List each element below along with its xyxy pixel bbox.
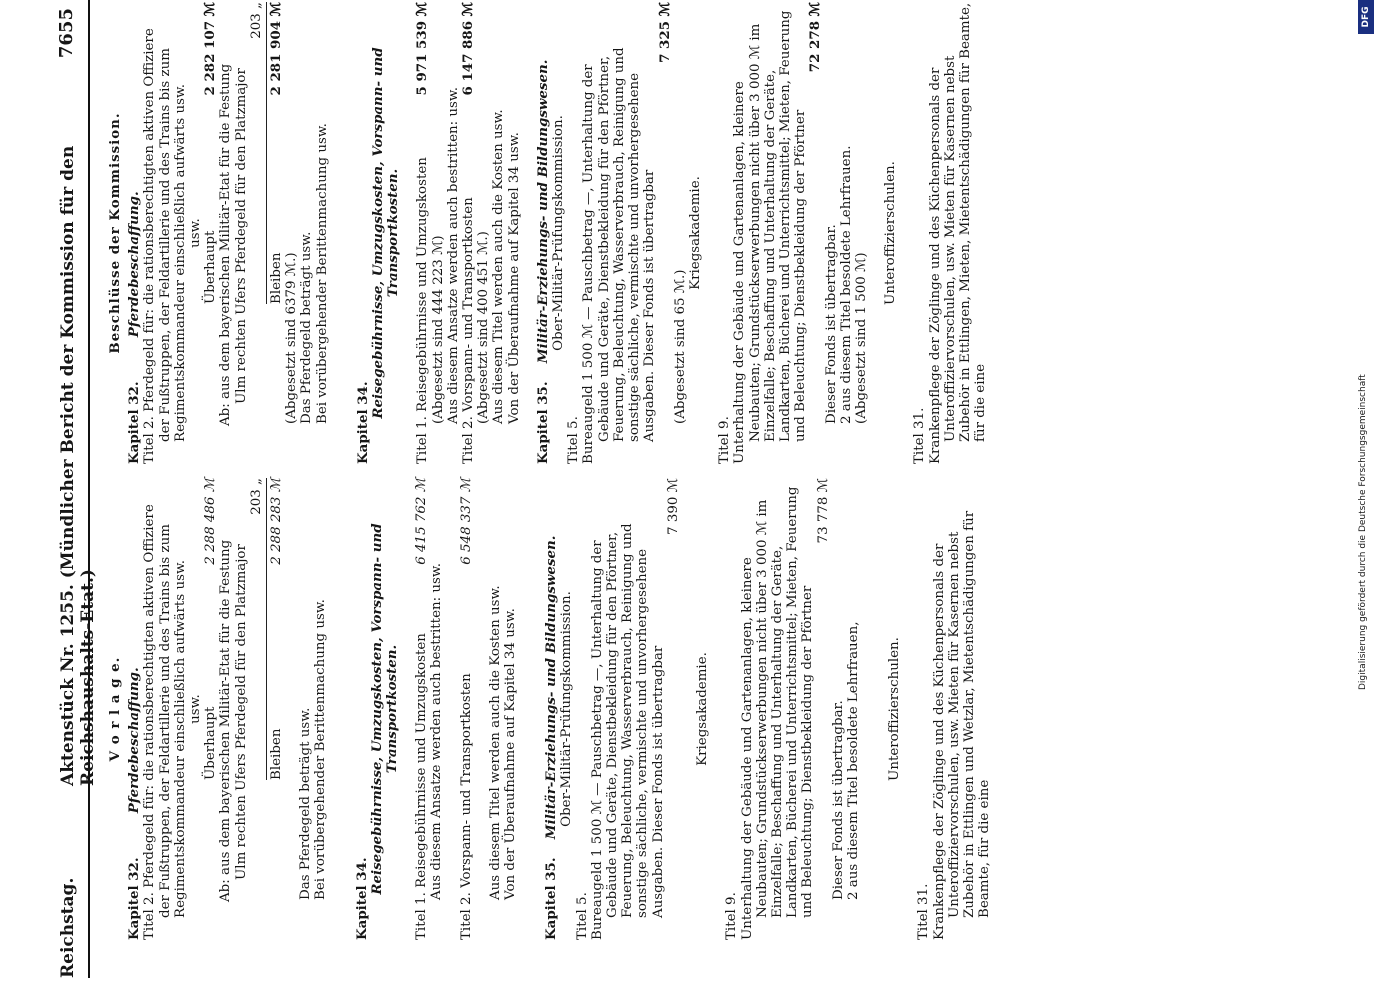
note-text: (Abgesetzt sind 1 500 ℳ) <box>853 252 869 424</box>
note-text: Aus diesem Titel werden auch die Kosten usw. <box>487 585 503 900</box>
section-heading: Ober-Militär-Prüfungskommission. <box>559 591 575 827</box>
amount-row <box>461 2 476 464</box>
spacer <box>474 478 488 940</box>
note-text: Von der Überaufnahme auf Kapitel 34 usw. <box>503 608 519 900</box>
amount-label: Bleiben <box>269 252 285 304</box>
page-header <box>48 0 98 978</box>
note-text: Bei vorübergehender Berittenmachung usw. <box>313 599 329 900</box>
note-text: Dieser Fonds ist übertragbar. <box>823 224 839 424</box>
column-beschluesse <box>108 2 988 464</box>
kapitel-title: Kapitel 32. <box>126 381 143 464</box>
amount-label: Bleiben <box>269 728 285 780</box>
amount-value: 5 971 539 ℳ <box>414 2 431 96</box>
amount-value: 6 415 762 ℳ <box>414 478 430 565</box>
section-heading: Unteroffizierschulen. <box>883 161 899 305</box>
spacer <box>869 2 883 464</box>
note-text: 2 aus diesem Titel besoldete Lehrfrauen, <box>845 621 861 900</box>
amount-row <box>269 2 284 304</box>
kapitel-title: Kapitel 34. <box>353 857 370 940</box>
kapitel-subtitle: Militär-Erziehungs- und Bildungswesen. <box>543 535 560 840</box>
amount-label: Titel 1. Reisegebührnisse und Umzugskosten <box>415 157 431 464</box>
amount-value: 2 288 283 ℳ <box>269 478 285 565</box>
dfg-logo: DFG <box>1358 0 1374 34</box>
spacer <box>710 478 724 940</box>
header-reichstag: Reichstag. <box>58 877 78 978</box>
note-text: Aus diesem Titel werden auch die Kosten usw. <box>491 109 507 424</box>
amount-value: 7 390 ℳ <box>665 478 681 535</box>
digitization-caption: Digitalisierung gefördert durch die Deutsche Forschungsgemeinschaft <box>1358 374 1368 690</box>
titel-text: Titel 2. Pferdegeld für: die rationsberechtigten aktiven Offiziere der Fußtruppen, der Feldartillerie und des Trains bis zum Regimentskommandeur einschließlich aufwärts usw. <box>142 504 188 940</box>
note-text: Dieser Fonds ist übertragbar. <box>830 700 846 900</box>
kapitel-subtitle: Militär-Erziehungs- und Bildungswesen. <box>534 59 551 364</box>
ab-value: 203 „ <box>248 2 264 39</box>
column-vorlage <box>108 478 992 940</box>
kapitel-subtitle: Pferdebeschaffung. <box>126 191 143 338</box>
note-text: (Abgesetzt sind 65 ℳ.) <box>672 269 688 424</box>
note-text: (Abgesetzt sind 400 451 ℳ.) <box>476 231 492 424</box>
titel-label: Titel 31. <box>916 883 932 940</box>
note-text: (Abgesetzt sind 444 223 ℳ) <box>430 235 446 424</box>
spacer <box>522 2 536 464</box>
divider <box>266 2 267 304</box>
amount-label: Titel 2. Vorspann- und Transportkosten <box>461 197 477 464</box>
titel-text: Krankenpflege der Zöglinge und des Küchenpersonals der Unteroffiziervorschulen, usw. Mieten für Kasernen nebst Zubehör in Ettlingen und Wetzlar, Mietentschädigungen für Beamte, für die eine <box>931 510 993 940</box>
spacer <box>401 2 415 464</box>
note-text: (Abgesetzt sind 6379 ℳ.) <box>284 252 300 424</box>
titel-text: Krankenpflege der Zöglinge und des Küchenpersonals der Unteroffiziervorschulen, usw. Mieten für Kasernen nebst Zubehör in Ettlingen, Mieten, Mietentschädigungen für Beamte, für die eine <box>927 2 989 464</box>
spacer <box>330 2 356 464</box>
divider <box>266 478 267 780</box>
header-title: Aktenstück Nr. 1255. (Mündlicher Bericht der Kommission für den Reichshaushalts-Etat.) <box>58 145 98 786</box>
usw-text: usw. <box>188 218 204 248</box>
amount-value: 2 281 904 ℳ <box>268 2 285 96</box>
kapitel-subtitle: Reisegebührnisse, Umzugskosten, Vorspann- und Transportkosten. <box>368 523 401 895</box>
titel-label: Titel 5. <box>566 416 582 464</box>
column-heading: Beschlüsse der Kommission. <box>107 112 123 354</box>
amount-label: Überhaupt <box>203 230 219 304</box>
titel-text: Bureaugeld 1 500 ℳ — Pauschbetrag —, Unterhaltung der Gebäude und Geräte, Dienstbekleidung für den Pförtner, Feuerung, Beleuchtung, Wasserverbrauch, Reinigung und sonstige sächliche, vermischte und unvorhergesehene Ausgaben. Dieser Fonds ist übertragbar <box>589 523 666 940</box>
amount-row <box>203 478 218 780</box>
spacer <box>861 478 887 940</box>
amount-label: Überhaupt <box>203 706 219 780</box>
spacer <box>329 478 355 940</box>
amount-label: Titel 2. Vorspann- und Transportkosten <box>458 673 474 940</box>
spacer <box>703 2 717 464</box>
titel-text: Bureaugeld 1 500 ℳ — Pauschbetrag —, Unterhaltung der Gebäude und Geräte, Dienstbekleidung für den Pförtner, Feuerung, Beleuchtung, Wasserverbrauch, Reinigung und sonstige sächliche, vermischte und unvorhergesehene Ausgaben. Dieser Fonds ist übertragbar <box>581 47 658 464</box>
titel-text: Titel 2. Pferdegeld für: die rationsberechtigten aktiven Offiziere der Fußtruppen, der Feldartillerie und des Trains bis zum Regimentskommandeur einschließlich aufwärts usw. <box>142 28 188 464</box>
amount-value: 6 548 337 ℳ <box>458 478 474 565</box>
page-number: 7655 <box>56 8 77 59</box>
section-heading: Ober-Militär-Prüfungskommission. <box>551 115 567 351</box>
amount-label: Titel 1. Reisegebührnisse und Umzugskosten <box>414 633 430 940</box>
spacer <box>681 478 695 940</box>
amount-row <box>459 478 474 940</box>
amount-row <box>414 478 429 940</box>
amount-value: 6 147 886 ℳ <box>460 2 477 96</box>
ab-text: Ab: aus dem bayerischen Militär-Etat für die Festung Ulm rechten Ufers Pferdegeld für den Platzmajor <box>218 539 249 902</box>
amount-value: 73 778 ℳ <box>815 478 831 544</box>
amount-row <box>269 478 284 780</box>
ab-value: 203 „ <box>248 478 264 515</box>
section-heading: Kriegsakademie. <box>695 652 711 766</box>
amount-row <box>203 2 218 304</box>
titel-label: Titel 9. <box>717 416 733 464</box>
ab-text: Ab: aus dem bayerischen Militär-Etat für die Festung Ulm rechten Ufers Pferdegeld für den Platzmajor <box>218 63 249 426</box>
note-text: Das Pferdegeld beträgt usw. <box>298 707 314 900</box>
kapitel-subtitle: Reisegebührnisse, Umzugskosten, Vorspann- und Transportkosten. <box>370 47 402 419</box>
amount-value: 2 288 486 ℳ <box>203 478 219 565</box>
spacer <box>898 2 912 464</box>
kapitel-title: Kapitel 34. <box>354 381 371 464</box>
usw-text: usw. <box>188 694 204 724</box>
spacer <box>400 478 414 940</box>
amount-value: 7 325 ℳ <box>656 2 673 63</box>
spacer <box>902 478 916 940</box>
kapitel-subtitle: Pferdebeschaffung. <box>126 667 143 814</box>
kapitel-title: Kapitel 32. <box>126 857 143 940</box>
spacer <box>518 478 544 940</box>
section-heading: Unteroffizierschulen. <box>887 637 903 781</box>
column-heading: V o r l a g e. <box>107 656 123 762</box>
note-text: Aus diesem Ansatze werden auch bestritten: usw. <box>445 86 461 424</box>
spacer <box>445 478 459 940</box>
kapitel-title: Kapitel 35. <box>534 381 551 464</box>
note-text: Das Pferdegeld beträgt usw. <box>299 231 315 424</box>
note-text: 2 aus diesem Titel besoldete Lehrfrauen. <box>838 145 854 424</box>
amount-row <box>415 2 430 464</box>
titel-text: Unterhaltung der Gebäude und Gartenanlagen, kleinere Neubauten; Grundstückserwerbungen nicht über 3 000 ℳ im Einzelfalle; Beschaffung und Unterhaltung der Geräte, Landkarten, Bücherei und Unterrichtsmittel; Mieten, Feuerung und Beleuchtung; Dienstbekleidung der Pförtner <box>739 486 816 940</box>
titel-text: Unterhaltung der Gebäude und Gartenanlagen, kleinere Neubauten; Grundstückserwerbungen nicht über 3 000 ℳ im Einzelfalle; Beschaffung und Unterhaltung der Geräte, Landkarten, Bücherei und Unterrichtsmittel; Mieten, Feuerung und Beleuchtung; Dienstbekleidung der Pförtner <box>732 10 809 464</box>
amount-value: 72 278 ℳ <box>807 2 824 73</box>
note-text: Bei vorübergehender Berittenmachung usw. <box>314 123 330 424</box>
note-text: Aus diesem Ansatze werden auch bestritten: usw. <box>429 562 445 900</box>
amount-value: 2 282 107 ℳ <box>202 2 219 96</box>
note-text: Von der Überaufnahme auf Kapitel 34 usw. <box>506 132 522 424</box>
titel-label: Titel 31. <box>912 407 928 464</box>
spacer <box>284 478 298 940</box>
titel-label: Titel 9. <box>724 892 740 940</box>
titel-label: Titel 5. <box>574 892 590 940</box>
kapitel-title: Kapitel 35. <box>543 857 560 940</box>
section-heading: Kriegsakademie. <box>687 176 703 290</box>
